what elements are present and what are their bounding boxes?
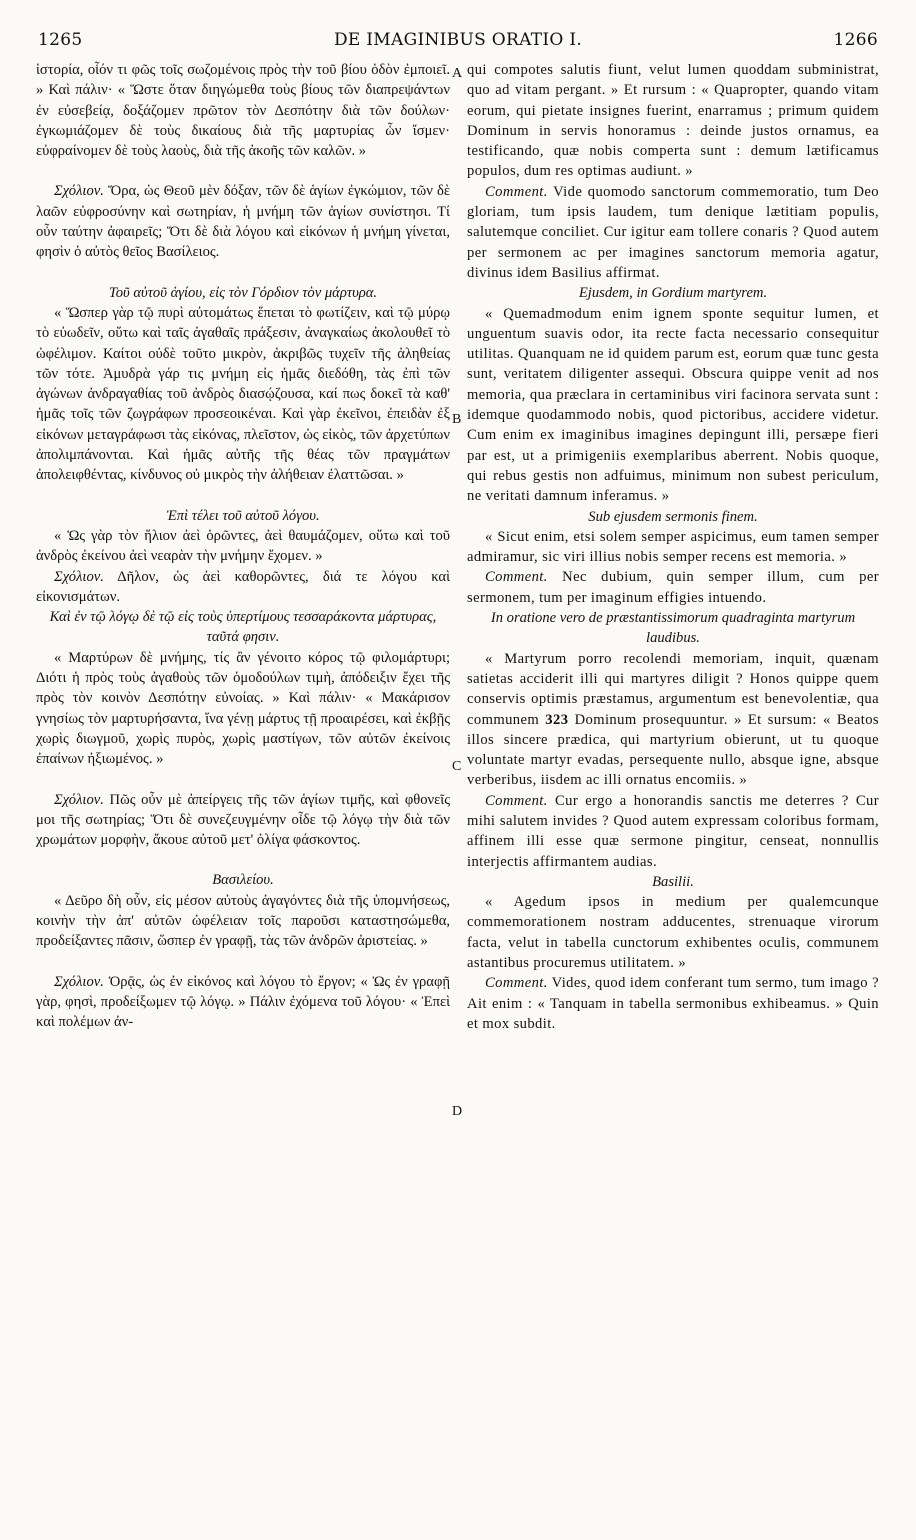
running-title: DE IMAGINIBUS ORATIO I. bbox=[333, 30, 583, 50]
greek-paragraph: « Μαρτύρων δὲ μνήμης, τίς ἂν γένοιτο κόρος τῷ φιλομάρτυρι; Διότι ἡ πρὸς τοὺς ἀγαθοὺς τῶν ὁμοδούλων τιμὴ, ἀπόδειξιν ἔχει τῆς πρὸς τὸν κοινὸν Δεσπότην εὐνοίας. » Καὶ πάλιν· « Μακάρισον γνησίως τὸν μαρτυρήσαντα, ἵνα γένῃ μάρτυς τῇ προαιρέσει, καὶ ἐκβῇς χωρὶς διωγμοῦ, χωρὶς πυρὸς, χωρὶς μαστίγων, τῶν αὐτῶν ἐκείνοις ἐπαίνων ἠξιωμένος. » bbox=[36, 649, 450, 768]
greek-paragraph: ἱστορία, οἷόν τι φῶς τοῖς σωζομένοις πρὸς τὴν τοῦ βίου ὁδὸν ἐμποιεῖ. » Καὶ πάλιν· « Ὥστε ὅταν διηγώμεθα τοὺς βίους τῶν διαπρεψάντων ἐν εὐσεβείᾳ, δοξάζομεν πρῶτον τὸν Δεσπότην διὰ τῶν δούλων· ἐγκωμιάζομεν δὲ τοὺς δικαίους διὰ τῆς μαρτυρίας ὧν ἴσμεν· εὐφραίνομεν δὲ τοὺς λαοὺς, διὰ τῆς ἀκοῆς τῶν καλῶν. » bbox=[36, 62, 450, 160]
scholion-label: Σχόλιον. bbox=[54, 791, 104, 808]
margin-letter-c: C bbox=[452, 759, 462, 774]
scholion-text: Ὅρα, ὡς Θεοῦ μὲν δόξαν, τῶν δὲ ἁγίων ἐγκώμιον, τῶν δὲ λαῶν εὐφροσύνην καὶ σωτηρίαν, ἡ μνήμη τῶν ἁγίων συνίστησι. Τί οὖν ταύτην ἀφαιρεῖς; Ὅτι δὲ διὰ λόγου καὶ εἰκόνων ἡ μνήμη γίνεται, φησὶν ὁ αὐτὸς θεῖος Βασίλειος. bbox=[36, 183, 450, 261]
comment-label: Comment. bbox=[485, 183, 548, 200]
latin-heading: Basilii. bbox=[652, 873, 694, 890]
greek-scholion bbox=[36, 972, 450, 1033]
scholion-text: Ὁρᾷς, ὡς ἐν εἰκόνος καὶ λόγου τὸ ἔργον; « Ὡς ἐν γραφῇ γὰρ, φησὶ, προδείξωμεν τῷ λόγῳ. » Πάλιν ἐχόμενα τοῦ λόγου· « Ἐπεὶ καὶ πολέμων ἀν- bbox=[36, 973, 450, 1031]
latin-paragraph: « Agedum ipsos in medium per qualemcunque commemorationem nostram adducentes, strenuaque virorum facta, velut in tabella cunctorum exhibentes oculis, communem astantibus procuremus utilitatem. » bbox=[467, 894, 879, 972]
column-number: 323 bbox=[545, 711, 569, 728]
greek-scholion bbox=[36, 567, 450, 608]
greek-paragraph: « Δεῦρο δὴ οὖν, εἰς μέσον αὐτοὺς ἀγαγόντες διὰ τῆς ὑπομνήσεως, κοινὴν τὴν ἀπ' αὐτῶν ὠφέλειαν τοῖς παροῦσι καταστησώμεθα, προδείξαντες πᾶσιν, ὥσπερ ἐν γραφῇ, τὰς τῶν ἀνδρῶν ἀριστείας. » bbox=[36, 892, 450, 950]
latin-column bbox=[467, 60, 879, 1034]
latin-comment bbox=[467, 182, 879, 283]
greek-paragraph: « Ὡς γὰρ τὸν ἥλιον ἀεὶ ὁρῶντες, ἀεὶ θαυμάζομεν, οὕτω καὶ τοῦ ἀνδρὸς ἐκείνου ἀεὶ νεαρὰν τὴν μνήμην ἔχομεν. » bbox=[36, 527, 450, 565]
latin-comment bbox=[467, 791, 879, 872]
comment-text: Vide quomodo sanctorum commemoratio, tum Deo gloriam, tum ipsis laudem, tum denique lætitiam populis, salutemque conciliet. Cur igitur eam tollere conaris ? Quod autem per sermonem ac per imagines sanctorum memoria agatur, divinus idem Basilius affirmat. bbox=[467, 183, 879, 281]
greek-heading: Καὶ ἐν τῷ λόγῳ δὲ τῷ εἰς τοὺς ὑπερτίμους τεσσαράκοντα μάρτυρας, ταῦτά φησιν. bbox=[49, 609, 437, 646]
greek-heading: Ἐπὶ τέλει τοῦ αὐτοῦ λόγου. bbox=[166, 507, 320, 524]
latin-paragraph: « Quemadmodum enim ignem sponte sequitur lumen, et unguentum suavis odor, ita recte facta necessario consequitur utilitas. Quanquam ne id quidem parum est, eorum quæ tunc gesta sunt, veritatem diligenter assequi. Obscura quippe venit ad nos memoria, qua præclara in certaminibus viri facinora servata sunt : idemque quodammodo nobis, quod pictoribus, accidere videtur. Cum enim ex imaginibus imagines depingunt illi, persæpe fieri par est, ut a primigeniis exemplaribus aberrent. Nobis quoque, qui rebus gestis non adfuimus, minimum non subest periculum, ne veritati damnum inferamus. » bbox=[467, 305, 879, 505]
latin-paragraph: qui compotes salutis fiunt, velut lumen quoddam subministrat, quo ad vitam pergant. » Et rursum : « Quapropter, quando vitam eorum, qui pietate insignes fuerint, enarramus ; primum quidem Dominum in servis honoramus : deinde justos ornamus, ea testificando, quæ nobis comperta sunt : demum lætificamus populos, dum res optimas audiunt. » bbox=[467, 62, 879, 180]
scholion-label: Σχόλιον. bbox=[54, 973, 104, 990]
greek-scholion bbox=[36, 181, 450, 262]
margin-letter-a: A bbox=[452, 66, 463, 81]
scholion-label: Σχόλιον. bbox=[54, 568, 104, 585]
greek-heading: Τοῦ αὐτοῦ ἁγίου, εἰς τὸν Γόρδιον τὸν μάρτυρα. bbox=[108, 284, 378, 301]
page-number-right: 1266 bbox=[833, 30, 878, 50]
scholion-text: Πῶς οὖν μὲ ἀπείργεις τῆς τῶν ἁγίων τιμῆς, καὶ φθονεῖς μοι τῆς σωτηρίας; Ὅτι δὲ συνεζευγμένην οἶδε τῷ λόγῳ τὴν διὰ τῶν χρωμάτων μορφὴν, ἄκουε αὐτοῦ μετ' ὀλίγα φάσκοντος. bbox=[36, 791, 450, 849]
margin-letter-b: B bbox=[452, 412, 462, 427]
latin-text: Dominum prosequuntur. » Et sursum: « Beatos illos sincere prædica, qui martyrium obierunt, ut tu quoque voluntate martyr evadas, persequente nullo, absque igne, absque verberibus, iisdem ac illi ornatus encomiis. » bbox=[467, 711, 879, 789]
latin-paragraph: « Sicut enim, etsi solem semper aspicimus, eum tamen semper admiramur, sic viri illius nobis semper recens est memoria. » bbox=[467, 528, 879, 566]
latin-comment bbox=[467, 973, 879, 1034]
scholion-text: Δῆλον, ὡς ἀεὶ καθορῶντες, διά τε λόγου καὶ εἰκονισμάτων. bbox=[36, 568, 450, 605]
comment-text: Cur ergo a honorandis sanctis me deterres ? Cur mihi salutem invides ? Quod autem expressam coloribus formam, affinem illi esse quæ sermone pingitur, censeat, nonnullis interjectis affirmantem audias. bbox=[467, 792, 879, 870]
latin-text: « Martyrum porro recolendi memoriam, inquit, quænam satietas acciderit illi qui martyres diligit ? Honos quippe quem conservis optimis præstamus, argumentum est benevolentiæ, qua communem bbox=[467, 650, 879, 728]
latin-paragraph bbox=[467, 649, 879, 791]
greek-column bbox=[36, 60, 450, 1032]
margin-letter-d: D bbox=[452, 1104, 463, 1119]
comment-label: Comment. bbox=[485, 569, 548, 586]
latin-heading: In oratione vero de præstantissimorum quadraginta martyrum laudibus. bbox=[490, 610, 856, 647]
page-header bbox=[0, 30, 916, 56]
comment-text: Nec dubium, quin semper illum, cum per sermonem, tum per imaginum effigies intuendo. bbox=[467, 569, 879, 606]
greek-scholion bbox=[36, 790, 450, 851]
comment-label: Comment. bbox=[485, 975, 548, 992]
page-number-left: 1265 bbox=[38, 30, 83, 50]
latin-comment bbox=[467, 567, 879, 608]
greek-paragraph: « Ὥσπερ γὰρ τῷ πυρὶ αὐτομάτως ἕπεται τὸ φωτίζειν, καὶ τῷ μύρῳ τὸ εὐωδεῖν, οὕτω καὶ ταῖς ἀγαθαῖς πράξεσιν, ἀναγκαίως ἀκολουθεῖ τὸ ὠφέλιμον. Καίτοι οὐδὲ τοῦτο μικρὸν, ἀκριβῶς τυχεῖν τῆς ἀληθείας τῶν τότε. Ἀμυδρὰ γάρ τις μνήμη εἰς ἡμᾶς διεδόθη, τὰς ἐπὶ τῶν ἀγώνων ἀνδραγαθίας τοῦ ἀνδρὸς διασῴζουσα, καί πως δοκεῖ τὰ καθ' ἡμᾶς τοῖς τῶν ζωγράφων προσεοικέναι. Καὶ γὰρ ἐκεῖνοι, ἐπειδὰν ἐξ εἰκόνων μεταγράφωσι τὰς εἰκόνας, πλεῖστον, ὡς εἰκὸς, τῶν ἀρχετύπων ἀπολιμπάνονται. Καὶ ἡμᾶς αὐτῆς τῆς θέας τῶν πραγμάτων ἀπολειφθέντας, κίνδυνος οὐ μικρὸς τὴν ἀλήθειαν ἐλαττῶσαι. » bbox=[36, 304, 450, 484]
comment-label: Comment. bbox=[485, 792, 548, 809]
scholion-label: Σχόλιον. bbox=[54, 183, 104, 200]
latin-heading: Sub ejusdem sermonis finem. bbox=[588, 508, 758, 525]
latin-heading: Ejusdem, in Gordium martyrem. bbox=[578, 285, 768, 302]
comment-text: Vides, quod idem conferant tum sermo, tum imago ? Ait enim : « Tanquam in tabella sermonibus exhibeamus. » Quin et mox subdit. bbox=[467, 975, 879, 1032]
greek-heading: Βασιλείου. bbox=[212, 872, 274, 889]
